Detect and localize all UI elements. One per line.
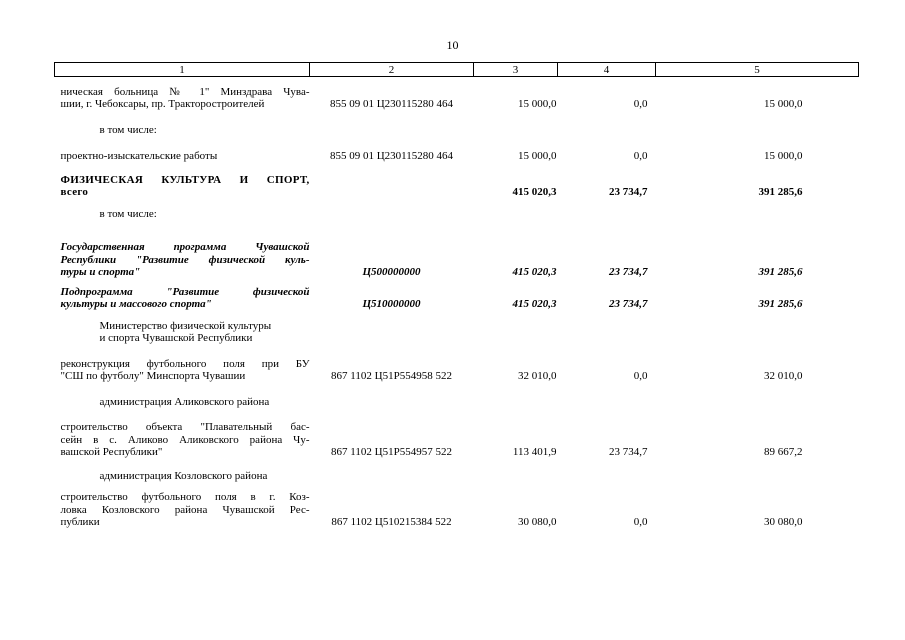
- budget-code: [310, 459, 474, 483]
- value-col-5: 30 080,0: [764, 516, 803, 528]
- value-col-4: [558, 383, 656, 409]
- value-col-3: 415 020,3: [512, 298, 557, 310]
- row-name-line: администрация Аликовского района: [99, 396, 270, 408]
- value-col-3: 15 000,0: [518, 98, 557, 110]
- value-col-5: 391 285,6: [758, 186, 803, 198]
- value-col-3: [474, 311, 558, 345]
- value-col-4: 0,0: [633, 370, 648, 382]
- table-row: [55, 311, 859, 345]
- table-row: [55, 111, 859, 137]
- table-row: [55, 137, 859, 163]
- value-col-4: 0,0: [633, 150, 648, 162]
- row-name: [55, 409, 310, 459]
- row-name-line: Подпрограмма "Развитие физической: [60, 285, 310, 298]
- value-col-5: [656, 459, 859, 483]
- row-name-line: строительство футбольного поля в г. Коз-: [60, 491, 310, 503]
- row-name: [55, 483, 310, 529]
- row-name-line: ФИЗИЧЕСКАЯ КУЛЬТУРА И СПОРТ,: [60, 173, 310, 186]
- budget-code: 867 1102 Ц510215384 522: [331, 516, 452, 528]
- table-row: [55, 483, 859, 529]
- column-number-row: [55, 63, 859, 77]
- row-name: [55, 311, 310, 345]
- value-col-4: [558, 311, 656, 345]
- row-name-line: вашской Республики": [60, 446, 163, 458]
- row-name-line: сейн в с. Аликово Аликовского района Чу-: [60, 433, 310, 446]
- table-row: [55, 409, 859, 459]
- value-col-4: [558, 199, 656, 221]
- value-col-3: 415 020,3: [512, 186, 557, 198]
- value-col-3: [474, 199, 558, 221]
- row-name-line: проектно-изыскательские работы: [60, 150, 218, 162]
- budget-code: 867 1102 Ц51P554958 522: [331, 370, 452, 382]
- column-header-4: 4: [558, 63, 656, 77]
- row-name: [55, 221, 310, 279]
- value-col-5: 89 667,2: [764, 446, 803, 458]
- budget-code: [310, 199, 474, 221]
- budget-code: 855 09 01 Ц230115280 464: [329, 150, 454, 162]
- row-name-line: и спорта Чувашской Республики: [99, 332, 253, 344]
- value-col-3: 113 401,9: [512, 446, 557, 458]
- value-col-4: 0,0: [633, 516, 648, 528]
- value-col-4: [558, 111, 656, 137]
- table-row: [55, 345, 859, 383]
- value-col-5: [656, 111, 859, 137]
- value-col-3: 415 020,3: [512, 266, 557, 278]
- row-name-line: "СШ по футболу" Минспорта Чувашии: [60, 370, 246, 382]
- budget-code: Ц500000000: [362, 266, 421, 278]
- row-name-line: Республики "Развитие физической куль-: [60, 253, 310, 266]
- row-name-line: в том числе:: [99, 208, 157, 220]
- row-name: [55, 279, 310, 311]
- budget-code: [310, 311, 474, 345]
- row-name: [55, 77, 310, 111]
- column-header-2: 2: [310, 63, 474, 77]
- value-col-4: 23 734,7: [609, 298, 648, 310]
- row-name: [55, 163, 310, 199]
- table-row: [55, 221, 859, 279]
- value-col-5: 15 000,0: [764, 150, 803, 162]
- budget-code: [310, 111, 474, 137]
- column-header-1: 1: [55, 63, 310, 77]
- row-name-line: всего: [60, 186, 89, 198]
- value-col-4: 23 734,7: [609, 266, 648, 278]
- table-row: [55, 163, 859, 199]
- value-col-3: 30 080,0: [518, 516, 557, 528]
- value-col-4: 23 734,7: [609, 446, 648, 458]
- row-name-line: ловка Козловского района Чувашской Рес-: [60, 503, 310, 516]
- row-name-line: публики: [60, 516, 100, 528]
- value-col-5: [656, 383, 859, 409]
- row-name: [55, 459, 310, 483]
- row-name-line: культуры и массового спорта": [60, 298, 212, 310]
- table-row: [55, 383, 859, 409]
- row-name-line: реконструкция футбольного поля при БУ: [60, 357, 310, 370]
- value-col-5: 391 285,6: [758, 266, 803, 278]
- page-number: 10: [446, 38, 459, 52]
- budget-code: [310, 163, 474, 199]
- value-col-3: 15 000,0: [518, 150, 557, 162]
- table-row: [55, 459, 859, 483]
- value-col-5: [656, 199, 859, 221]
- row-name: [55, 345, 310, 383]
- row-name-line: ническая больница № 1" Минздрава Чува-: [60, 85, 310, 98]
- budget-code: 855 09 01 Ц230115280 464: [329, 98, 454, 110]
- row-name-line: администрация Козловского района: [99, 470, 268, 482]
- row-name-line: Министерство физической культуры: [99, 319, 272, 332]
- row-name-line: в том числе:: [99, 124, 157, 136]
- table-row: [55, 199, 859, 221]
- row-name-line: туры и спорта": [60, 266, 141, 278]
- row-name: [55, 137, 310, 163]
- value-col-4: 0,0: [633, 98, 648, 110]
- row-name-line: строительство объекта "Плавательный бас-: [60, 421, 310, 433]
- row-name: [55, 199, 310, 221]
- row-name-line: шии, г. Чебоксары, пр. Тракторостроителей: [60, 98, 265, 110]
- value-col-3: [474, 383, 558, 409]
- table-row: [55, 279, 859, 311]
- value-col-4: 23 734,7: [609, 186, 648, 198]
- column-header-5: 5: [656, 63, 859, 77]
- value-col-4: [558, 459, 656, 483]
- value-col-5: 15 000,0: [764, 98, 803, 110]
- value-col-3: 32 010,0: [518, 370, 557, 382]
- budget-code: [310, 383, 474, 409]
- table-row: [55, 77, 859, 111]
- value-col-5: 32 010,0: [764, 370, 803, 382]
- value-col-3: [474, 459, 558, 483]
- budget-code: 867 1102 Ц51P554957 522: [331, 446, 452, 458]
- value-col-3: [474, 111, 558, 137]
- row-name-line: Государственная программа Чувашской: [60, 241, 310, 253]
- budget-table: [54, 62, 859, 529]
- row-name: [55, 383, 310, 409]
- budget-code: Ц510000000: [362, 298, 421, 310]
- row-name: [55, 111, 310, 137]
- value-col-5: 391 285,6: [758, 298, 803, 310]
- value-col-5: [656, 311, 859, 345]
- column-header-3: 3: [474, 63, 558, 77]
